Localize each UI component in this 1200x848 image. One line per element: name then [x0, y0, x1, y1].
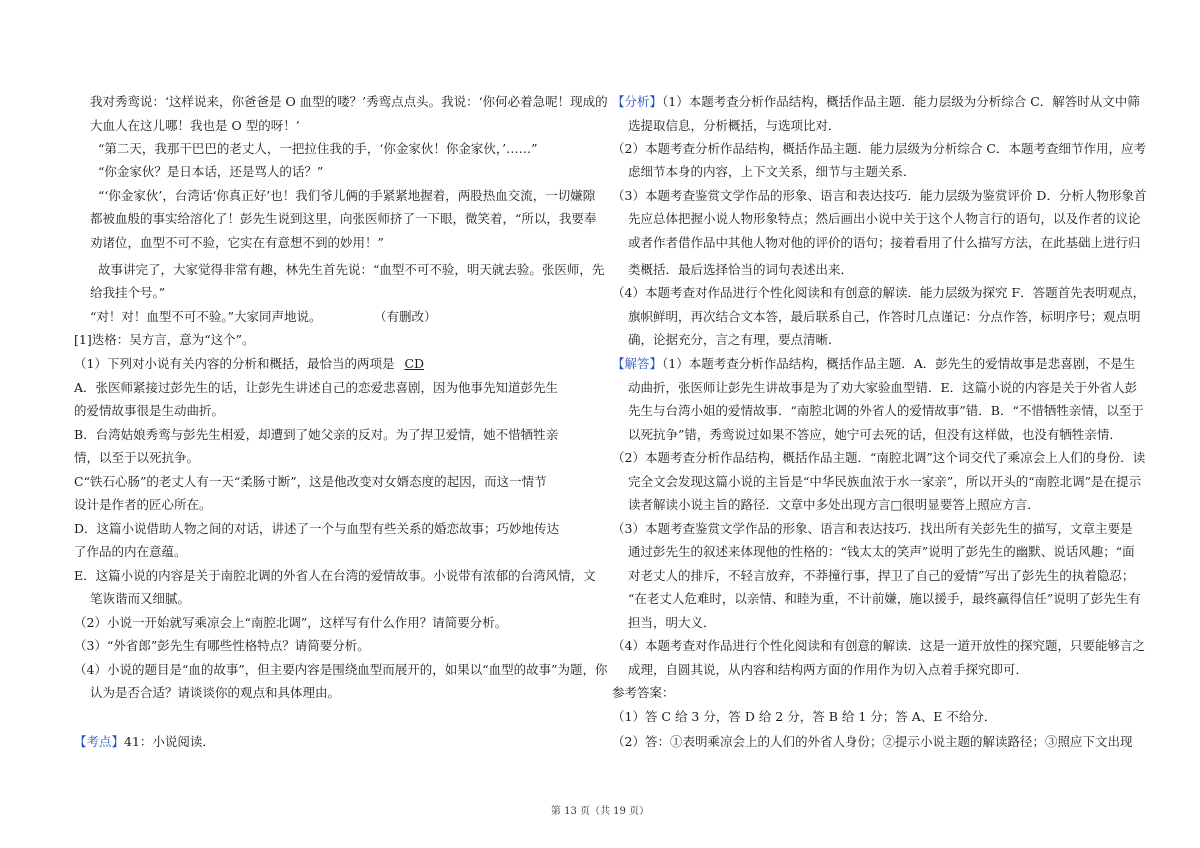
story-line: 都被血般的事实给溶化了！彭先生说到这里，向张医师挤了一下眼，微笑着，“所以，我要奉 — [90, 211, 597, 226]
fenxi-line — [612, 94, 1140, 110]
page-number: 第 13 页（共 19 页） — [550, 806, 650, 817]
option-line: E．这篇小说的内容是关于南腔北调的外省人在台湾的爱情故事。小说带有浓郁的台湾风情，文 — [74, 568, 596, 583]
story-line: “‘你金家伙’，台湾话‘你真正好’也！我们爷儿俩的手紧紧地握着，两股热血交流，一切嫌隙 — [98, 188, 596, 203]
jieda-line: “在老丈人危难时，以亲情、和睦为重，不计前嫌，施以援手，最终赢得信任”说明了彭先生有 — [628, 591, 1141, 606]
question-1-text: （1）下列对小说有关内容的分析和概括，最恰当的两项是 — [74, 356, 395, 371]
jieda-line: 完全文会发现这篇小说的主旨是“中华民族血浓于水一家亲”，所以开头的“南腔北调”是在提示 — [628, 474, 1142, 489]
jieda-line: 成理，自圆其说，从内容和结构两方面的作用作为切入点着手探究即可． — [628, 662, 1029, 677]
fenxi-line: （3）本题考查鉴赏文学作品的形象、语言和表达技巧．能力层级为鉴赏评价 D．分析人物形象首 — [612, 188, 1147, 203]
footnote: [1]迭格：吴方言，意为“这个”。 — [74, 332, 255, 347]
fenxi-line: 确，论据充分，言之有理，要点清晰． — [628, 332, 841, 347]
jieda-line: 通过彭先生的叙述来体现他的性格的：“钱太太的笑声”说明了彭先生的幽默、说话风趣；“面 — [628, 544, 1135, 559]
kaodian — [74, 734, 215, 750]
story-line: 大血人在这儿哪！我也是 O 型的呀！’ — [90, 118, 300, 133]
fenxi-line: 选提取信息，分析概括，与选项比对． — [628, 118, 841, 133]
question-line: （3）“外省郎”彭先生有哪些性格特点？请简要分析。 — [74, 638, 370, 653]
reference-answer-label: 参考答案： — [612, 685, 675, 700]
jieda-line: （2）本题考查分析作品结构，概括作品主题．“南腔北调”这个词交代了乘凉会上人们的身份．读 — [612, 450, 1146, 465]
question-line: （4）小说的题目是“血的故事”，但主要内容是围绕血型而展开的，如果以“血型的故事”为题，你 — [74, 662, 608, 677]
jieda-line: 担当，明大义． — [628, 615, 716, 630]
story-line: 给我挂个号。” — [90, 285, 166, 300]
option-line: 情，以至于以死抗争。 — [74, 450, 200, 465]
fenxi-tag: 【分析】 — [612, 94, 663, 109]
fenxi-text: （1）本题考查分析作品结构，概括作品主题．能力层级为分析综合 C．解答时从文中筛 — [662, 94, 1140, 109]
story-line: “第二天，我那干巴巴的老丈人，一把拉住我的手，‘你金家伙！你金家伙，’……” — [98, 141, 538, 156]
source-note: （有删改） — [374, 309, 437, 324]
question-1 — [74, 356, 436, 372]
fenxi-line: 旗帜鲜明，再次结合文本答，最后联系自己，作答时几点谨记：分点作答，标明序号；观点明 — [628, 309, 1141, 324]
jieda-line — [612, 356, 1135, 372]
story-line: 我对秀鸾说：‘这样说来，你爸爸是 O 血型的喽？’秀鸾点点头。我说：‘你何必着急呢！现成的 — [90, 94, 608, 109]
option-line: 的爱情故事很是生动曲折。 — [74, 403, 225, 418]
fenxi-line: 或者作者借作品中其他人物对他的评价的语句；接着看用了什么描写方法，在此基础上进行归 — [628, 235, 1141, 250]
option-line: B．台湾姑娘秀鸾与彭先生相爱，却遭到了她父亲的反对。为了捍卫爱情，她不惜牺牲亲 — [74, 427, 559, 442]
fenxi-line: （2）本题考查分析作品结构，概括作品主题．能力层级为分析综合 C．本题考查细节作用，应考 — [612, 141, 1146, 156]
fenxi-line: （4）本题考查对作品进行个性化阅读和有创意的解读．能力层级为探究 F．答题首先表明观点， — [612, 285, 1146, 300]
question-line: （2）小说一开始就写乘凉会上“南腔北调”，这样写有什么作用？请简要分析。 — [74, 615, 508, 630]
jieda-line: 动曲折，张医师让彭先生讲故事是为了劝大家验血型错．E．这篇小说的内容是关于外省人彭 — [628, 380, 1138, 395]
jieda-line: 对老丈人的排斥，不轻言放弃，不莽撞行事，捍卫了自己的爱情”写出了彭先生的执着隐忍； — [628, 568, 1135, 583]
option-line: D．这篇小说借助人物之间的对话，讲述了一个与血型有些关系的婚恋故事；巧妙地传达 — [74, 521, 560, 536]
kaodian-text: 41：小说阅读． — [124, 734, 215, 749]
fenxi-line: 先应总体把握小说人物形象特点；然后画出小说中关于这个人物言行的语句，以及作者的议论 — [628, 211, 1141, 226]
option-line: 设计是作者的匠心所在。 — [74, 497, 212, 512]
fenxi-line: 虑细节本身的内容，上下文关系，细节与主题关系． — [628, 164, 916, 179]
story-line: “你金家伙？是日本话，还是骂人的话？” — [98, 164, 324, 179]
option-line: C“铁石心肠”的老丈人有一天“柔肠寸断”，这是他改变对女婿态度的起因，而这一情节 — [74, 474, 547, 489]
kaodian-tag: 【考点】 — [74, 734, 125, 749]
jieda-line: 读者解读小说主旨的路径．文章中多处出现方言□很明显要答上照应方言． — [628, 497, 1040, 512]
jieda-line: 以死抗争”错，秀鸾说过如果不答应，她宁可去死的话，但没有这样做，也没有牺牲亲情． — [628, 427, 1122, 442]
story-line: “对！对！血型不可不验。”大家同声地说。 — [90, 309, 322, 324]
option-line: 笔诙谐而又细腻。 — [90, 591, 191, 606]
jieda-line: （3）本题考查鉴赏文学作品的形象、语言和表达技巧．找出所有关彭先生的描写，文章主要是 — [612, 521, 1133, 536]
jieda-tag: 【解答】 — [612, 356, 663, 371]
fenxi-line: 类概括．最后选择恰当的词句表述出来． — [628, 262, 854, 277]
answer-line: （1）答 C 给 3 分，答 D 给 2 分，答 B 给 1 分；答 A、E 不给分． — [612, 709, 997, 724]
jieda-text: （1）本题考查分析作品结构，概括作品主题．A．彭先生的爱情故事是悲喜剧，不是生 — [662, 356, 1136, 371]
story-line: 劝诸位，血型不可不验，它实在有意想不到的妙用！” — [90, 235, 384, 250]
jieda-line: （4）本题考查对作品进行个性化阅读和有创意的解读．这是一道开放性的探究题，只要能够言之 — [612, 638, 1145, 653]
question-1-answer: CD — [404, 356, 425, 371]
answer-line: （2）答：①表明乘凉会上的人们的外省人身份；②提示小说主题的解读路径；③照应下文出现 — [612, 734, 1133, 749]
story-line: 故事讲完了，大家觉得非常有趣，林先生首先说：“血型不可不验，明天就去验。张医师，先 — [98, 262, 605, 277]
option-line: 了作品的内在意蕴。 — [74, 544, 187, 559]
option-line: A．张医师紧接过彭先生的话，让彭先生讲述自己的恋爱悲喜剧，因为他事先知道彭先生 — [74, 380, 559, 395]
question-line: 认为是否合适？请谈谈你的观点和具体理由。 — [90, 685, 341, 700]
jieda-line: 先生与台湾小姐的爱情故事．“南腔北调的外省人的爱情故事”错．B．“不惜牺牲亲情，以至于 — [628, 403, 1144, 418]
